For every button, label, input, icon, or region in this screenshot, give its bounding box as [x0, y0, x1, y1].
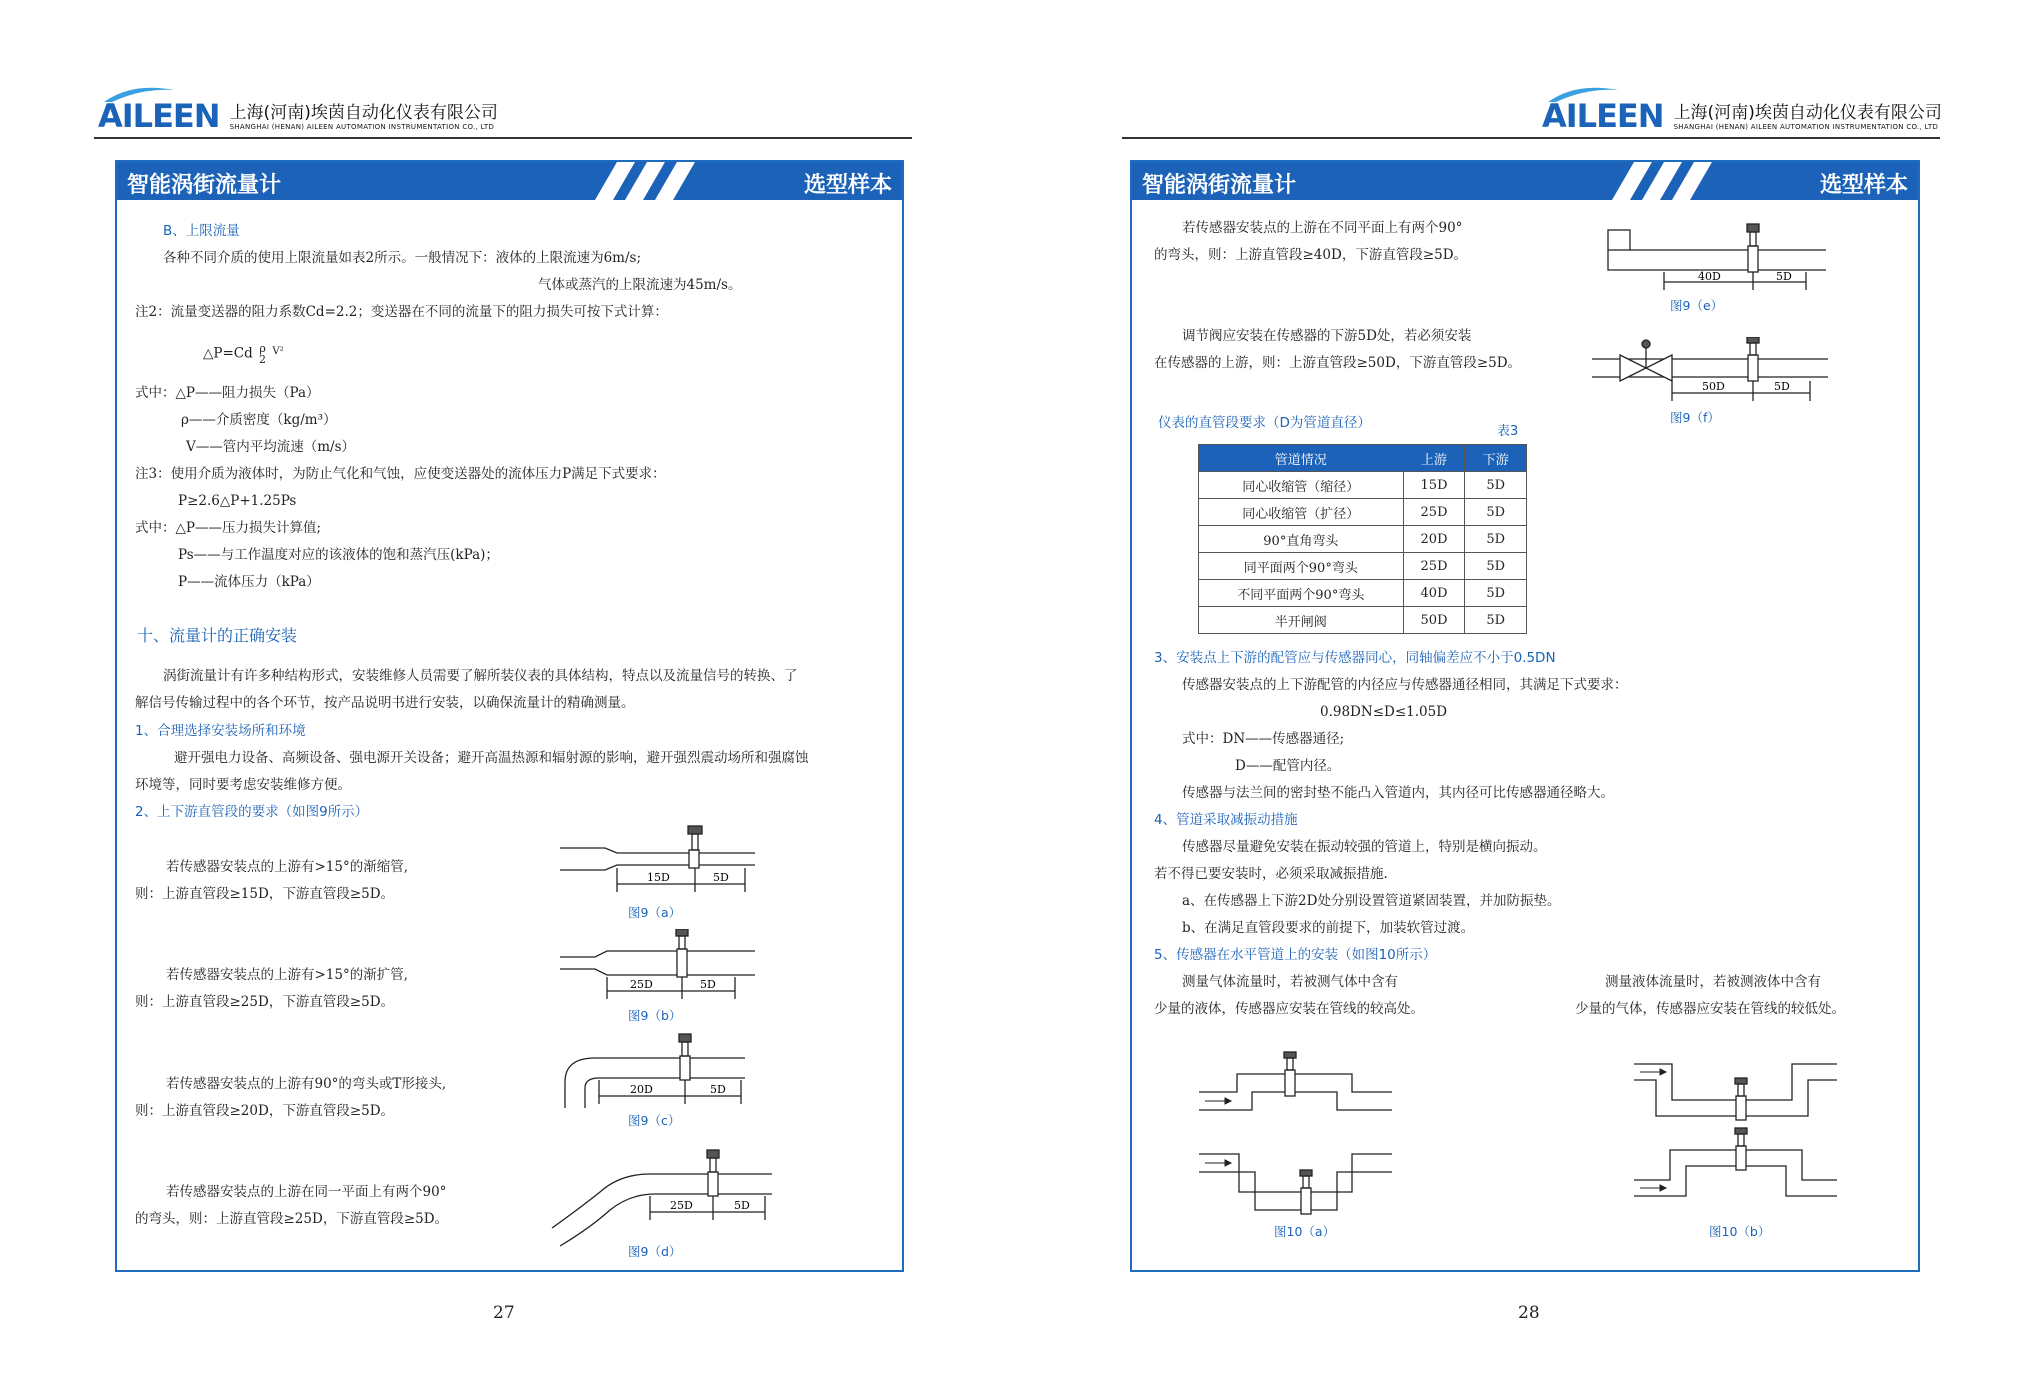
case-c-line-2: 则：上游直管段≥20D，下游直管段≥5D。	[135, 1103, 395, 1119]
fig9e-downstream-label: 5D	[1776, 270, 1792, 283]
stripe-decoration-icon	[595, 162, 785, 200]
formula-velocity: V²	[272, 346, 284, 357]
cell-upstream: 15D	[1403, 472, 1465, 499]
section-4-title: 4、管道采取减振动措施	[1154, 812, 1298, 828]
cell-upstream: 20D	[1403, 526, 1465, 553]
table-title: 仪表的直管段要求（D为管道直径）	[1158, 415, 1371, 431]
header-rule	[94, 137, 912, 139]
cell-upstream: 50D	[1403, 607, 1465, 634]
logo-text: AILEEN	[98, 97, 220, 135]
def-density: ρ——介质密度（kg/m³）	[181, 412, 337, 428]
table-header-row	[1199, 445, 1527, 472]
fig9c-downstream-label: 5D	[710, 1083, 726, 1096]
section-1-title: 1、合理选择安装场所和环境	[135, 723, 306, 739]
cell-condition: 半开闸阀	[1199, 607, 1404, 634]
formula-lhs: △P=Cd	[203, 345, 253, 362]
straight-pipe-table	[1198, 444, 1527, 634]
catalog-title: 选型样本	[1819, 173, 1908, 198]
fig9b-downstream-label: 5D	[700, 978, 716, 991]
def-calc-loss: 式中：△P——压力损失计算值;	[135, 520, 322, 536]
table-row	[1199, 499, 1527, 526]
figure-9c-diagram	[555, 1030, 755, 1108]
case-b-line-2: 则：上游直管段≥25D，下游直管段≥5D。	[135, 994, 395, 1010]
company-name-en: SHANGHAI (HENAN) AILEEN AUTOMATION INSTRUMENTATION CO., LTD	[229, 123, 495, 131]
figure-9a-diagram	[555, 822, 755, 894]
case-f-line-2: 在传感器的上游，则：上游直管段≥50D，下游直管段≥5D。	[1154, 355, 1522, 371]
cell-downstream: 5D	[1465, 580, 1527, 607]
cell-downstream: 5D	[1465, 553, 1527, 580]
fig9f-upstream-label: 50D	[1702, 380, 1725, 393]
cell-condition: 不同平面两个90°弯头	[1199, 580, 1404, 607]
section-4-line-1: 传感器尽量避免安装在振动较强的管道上，特别是横向振动。	[1182, 839, 1547, 855]
para-upper-flow-1: 各种不同介质的使用上限流量如表2所示。一般情况下：液体的上限流速为6m/s;	[163, 250, 642, 266]
company-name-en: SHANGHAI (HENAN) AILEEN AUTOMATION INSTRUMENTATION CO., LTD	[1673, 123, 1939, 131]
section-10-title: 十、流量计的正确安装	[137, 626, 298, 645]
fig9d-downstream-label: 5D	[734, 1199, 750, 1212]
col-downstream: 下游	[1465, 445, 1527, 472]
section-3-line-2: 传感器与法兰间的密封垫不能凸入管道内，其内径可比传感器通径略大。	[1182, 785, 1614, 801]
table-row	[1199, 526, 1527, 553]
section-5-gas-line-2: 少量的液体，传感器应安装在管线的较高处。	[1154, 1001, 1424, 1017]
cell-upstream: 25D	[1403, 499, 1465, 526]
table-row	[1199, 607, 1527, 634]
catalog-title: 选型样本	[803, 173, 892, 198]
header-rule	[1122, 137, 1940, 139]
section-3-def-2: D——配管内径。	[1235, 758, 1341, 774]
note-3: 注3：使用介质为液体时，为防止气化和气蚀，应使变送器处的流体压力P满足下式要求：	[135, 466, 666, 482]
def-saturated-pressure: Ps——与工作温度对应的该液体的饱和蒸汽压(kPa)；	[178, 547, 499, 563]
fig9d-caption: 图9（d）	[628, 1244, 682, 1259]
section-3-def-1: 式中：DN——传感器通径;	[1182, 731, 1345, 747]
case-f-line-1: 调节阀应安装在传感器的下游5D处，若必须安装	[1182, 328, 1472, 344]
company-header	[98, 92, 498, 135]
section-3-formula: 0.98DN≤D≤1.05D	[1320, 704, 1448, 720]
case-d-line-1: 若传感器安装点的上游在同一平面上有两个90°	[166, 1184, 447, 1200]
fig9c-upstream-label: 20D	[630, 1083, 653, 1096]
table-label: 表3	[1497, 424, 1519, 439]
cell-condition: 同平面两个90°弯头	[1199, 553, 1404, 580]
case-b-line-1: 若传感器安装点的上游有>15°的渐扩管,	[166, 967, 409, 983]
col-pipe-condition: 管道情况	[1199, 445, 1404, 472]
case-e-line-1: 若传感器安装点的上游在不同平面上有两个90°	[1182, 220, 1463, 236]
figure-9f-diagram	[1590, 337, 1830, 403]
section-4-line-2: 若不得已要安装时，必须采取减振措施.	[1154, 866, 1388, 882]
section-3-line-1: 传感器安装点的上下游配管的内径应与传感器通径相同，其满足下式要求：	[1182, 677, 1628, 693]
intro-line-1: 涡街流量计有许多种结构形式，安装维修人员需要了解所装仪表的具体结构，特点以及流量信号的转换、了	[163, 668, 798, 684]
fig9c-caption: 图9（c）	[628, 1113, 681, 1128]
fig9b-caption: 图9（b）	[628, 1008, 682, 1023]
section-5-liquid-line-2: 少量的气体，传感器应安装在管线的较低处。	[1575, 1001, 1845, 1017]
section-3-title: 3、安装点上下游的配管应与传感器同心，同轴偏差应不小于0.5DN	[1154, 650, 1556, 666]
def-velocity: V——管内平均流速（m/s）	[186, 439, 356, 455]
company-name-cn: 上海(河南)埃茵自动化仪表有限公司	[229, 103, 498, 123]
note-2: 注2：流量变送器的阻力系数Cd=2.2；变送器在不同的流量下的阻力损失可按下式计算：	[135, 304, 668, 320]
formula-frac-top: ρ	[259, 342, 266, 355]
company-logo	[1542, 92, 1664, 135]
case-d-line-2: 的弯头，则：上游直管段≥25D，下游直管段≥5D。	[135, 1211, 449, 1227]
fig9e-upstream-label: 40D	[1698, 270, 1721, 283]
def-pressure-loss: 式中：△P——阻力损失（Pa）	[135, 385, 320, 401]
figure-9d-diagram	[550, 1148, 775, 1248]
fig9f-caption: 图9（f）	[1670, 410, 1720, 425]
cell-upstream: 25D	[1403, 553, 1465, 580]
page-left	[0, 0, 1011, 1375]
fig9f-downstream-label: 5D	[1774, 380, 1790, 393]
figure-9e-diagram	[1606, 222, 1828, 290]
section-1-line-2: 环境等，同时要考虑安装维修方便。	[135, 777, 351, 793]
logo-text: AILEEN	[1542, 97, 1664, 135]
section-5-title: 5、传感器在水平管道上的安装（如图10所示）	[1154, 947, 1437, 963]
section-1-line-1: 避开强电力设备、高频设备、强电源开关设备；避开高温热源和辐射源的影响，避开强烈震动场所和强腐蚀	[174, 750, 809, 766]
figure-10b-diagram	[1632, 1050, 1842, 1220]
section-5-gas-line-1: 测量气体流量时，若被测气体中含有	[1182, 974, 1398, 990]
title-bar	[1132, 162, 1918, 200]
fig9a-downstream-label: 5D	[713, 871, 729, 884]
cell-condition: 90°直角弯头	[1199, 526, 1404, 553]
logo-swoosh-icon	[102, 86, 176, 104]
table-row	[1199, 472, 1527, 499]
page-number-27: 27	[493, 1303, 515, 1323]
case-e-line-2: 的弯头，则：上游直管段≥40D，下游直管段≥5D。	[1154, 247, 1468, 263]
fig10a-caption: 图10（a）	[1274, 1224, 1336, 1239]
table-row	[1199, 553, 1527, 580]
company-logo	[98, 92, 220, 135]
fig9d-upstream-label: 25D	[670, 1199, 693, 1212]
section-4-item-a: a、在传感器上下游2D处分别设置管道紧固装置，并加防振垫。	[1182, 893, 1561, 909]
cell-condition: 同心收缩管（缩径）	[1199, 472, 1404, 499]
logo-swoosh-icon	[1546, 86, 1620, 104]
section-4-item-b: b、在满足直管段要求的前提下，加装软管过渡。	[1182, 920, 1475, 936]
cell-downstream: 5D	[1465, 526, 1527, 553]
section-5-liquid-line-1: 测量液体流量时，若被测液体中含有	[1605, 974, 1821, 990]
fig9a-caption: 图9（a）	[628, 905, 682, 920]
intro-line-2: 解信号传输过程中的各个环节，按产品说明书进行安装，以确保流量计的精确测量。	[135, 695, 635, 711]
fig10b-caption: 图10（b）	[1709, 1224, 1771, 1239]
cell-upstream: 40D	[1403, 580, 1465, 607]
section-2-title: 2、上下游直管段的要求（如图9所示）	[135, 804, 369, 820]
table-row	[1199, 580, 1527, 607]
page-right	[1012, 0, 2023, 1375]
company-header	[1542, 92, 1942, 135]
cell-downstream: 5D	[1465, 472, 1527, 499]
fig9b-upstream-label: 25D	[630, 978, 653, 991]
case-a-line-2: 则：上游直管段≥15D，下游直管段≥5D。	[135, 886, 395, 902]
cell-condition: 同心收缩管（扩径）	[1199, 499, 1404, 526]
def-fluid-pressure: P——流体压力（kPa）	[178, 574, 320, 590]
figure-10a-diagram	[1197, 1050, 1397, 1220]
formula-pressure-requirement: P≥2.6△P+1.25Ps	[178, 493, 297, 509]
case-a-line-1: 若传感器安装点的上游有>15°的渐缩管,	[166, 859, 409, 875]
stripe-decoration-icon	[1612, 162, 1802, 200]
page-number-28: 28	[1518, 1303, 1540, 1323]
cell-downstream: 5D	[1465, 499, 1527, 526]
formula-pressure-loss	[203, 343, 284, 365]
company-name-cn: 上海(河南)埃茵自动化仪表有限公司	[1673, 103, 1942, 123]
col-upstream: 上游	[1403, 445, 1465, 472]
figure-9b-diagram	[555, 929, 755, 1001]
fig9a-upstream-label: 15D	[647, 871, 670, 884]
para-upper-flow-2: 气体或蒸汽的上限流速为45m/s。	[538, 277, 742, 293]
upper-flow-title: B、上限流量	[163, 223, 240, 239]
formula-frac-bot: 2	[259, 353, 267, 366]
cell-downstream: 5D	[1465, 607, 1527, 634]
case-c-line-1: 若传感器安装点的上游有90°的弯头或T形接头,	[166, 1076, 447, 1092]
fig9e-caption: 图9（e）	[1670, 298, 1724, 313]
product-title: 智能涡街流量计	[1142, 173, 1297, 198]
title-bar	[117, 162, 902, 200]
product-title: 智能涡街流量计	[127, 173, 282, 198]
